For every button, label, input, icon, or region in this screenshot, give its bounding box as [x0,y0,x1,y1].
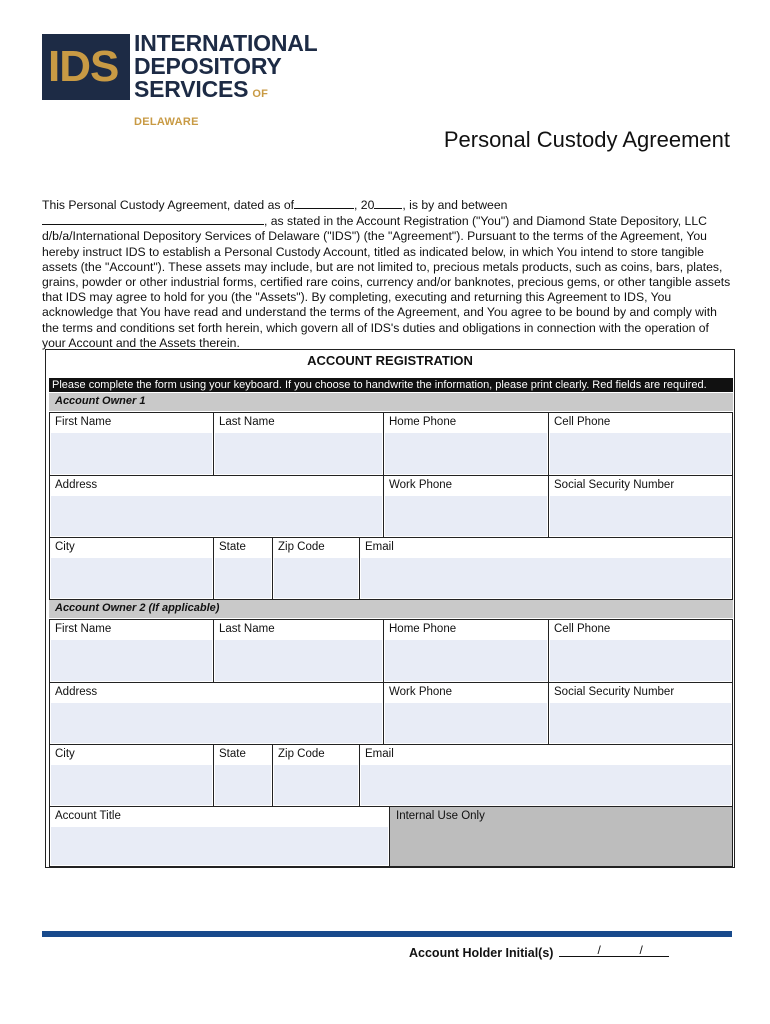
last-name-label: Last Name [219,623,275,635]
email-label: Email [365,541,394,553]
email-label: Email [365,748,394,760]
zip-label: Zip Code [278,541,325,553]
owner2-ssn[interactable] [549,683,732,744]
work-phone-label: Work Phone [389,686,453,698]
owner2-work-phone[interactable] [384,683,548,744]
owner1-work-phone[interactable] [384,476,548,537]
account-registration-form [45,349,735,868]
owner1-state[interactable] [214,538,272,599]
city-label: City [55,748,75,760]
footer-bar [42,931,732,937]
intro-text-2: , 20 [354,198,375,212]
owner1-cell-phone[interactable] [549,413,732,475]
logo-wordmark [134,32,332,134]
owner1-zip[interactable] [273,538,359,599]
state-label: State [219,541,246,553]
internal-use-label: Internal Use Only [396,810,485,822]
logo-line-3: SERVICES [134,76,249,102]
initials-label: Account Holder Initial(s) [409,946,554,960]
last-name-label: Last Name [219,416,275,428]
owner2-email[interactable] [360,745,732,806]
owner1-last-name[interactable] [214,413,383,475]
initials-separator-1: / [597,943,601,957]
address-label: Address [55,686,98,698]
zip-label: Zip Code [278,748,325,760]
first-name-label: First Name [55,416,112,428]
logo-mark-text: IDS [48,42,119,91]
logo-mark [42,34,130,100]
owner1-first-name[interactable] [50,413,213,475]
home-phone-label: Home Phone [389,416,457,428]
first-name-label: First Name [55,623,112,635]
cell-phone-label: Cell Phone [554,623,611,635]
intro-text-3: , is by and between [402,198,508,212]
page-title: Personal Custody Agreement [443,127,730,152]
owner-1-header: Account Owner 1 [49,393,733,411]
logo-line-2: DEPOSITORY [134,53,282,79]
address-label: Address [55,479,98,491]
state-label: State [219,748,246,760]
account-title-label: Account Title [55,810,121,822]
owner2-state[interactable] [214,745,272,806]
initials-line[interactable] [409,944,669,960]
work-phone-label: Work Phone [389,479,453,491]
city-label: City [55,541,75,553]
form-header: ACCOUNT REGISTRATION [307,353,473,368]
initials-field[interactable] [559,944,669,957]
logo-line-1: INTERNATIONAL [134,30,318,56]
initials-separator-2: / [639,943,643,957]
owner1-email[interactable] [360,538,732,599]
intro-text-4: , as stated in the Account Registration ("You") and Diamond State Depository, LLC d/b/a/International Depository Services of Delaware ("IDS") (the "Agreement"). Pursuant to the terms of the Agreement, You hereby instruct IDS to establish a Personal Custody Account, titled as indicated below, in which You intend to store tangible assets (the "Account"). These assets may include, but are not limited to, precious metals products, such as coins, bars, plates, grains, powder or other industrial forms, certified rare coins, currency and/or banknotes, precious gems, or other tangible assets that IDS may agree to hold for you (the "Assets"). By completing, executing and returning this Agreement to IDS, You acknowledge that You have read and understand the terms of the Agreement, and You agree to be bound by and comply with the terms and conditions set forth herein, which govern all of IDS's duties and obligations in connection with the operation of your Account and the Assets therein. [42,214,731,350]
year-field[interactable] [374,197,402,209]
form-instruction: Please complete the form using your keyboard. If you choose to handwrite the information, please print clearly. Red fields are required. [49,378,733,392]
account-title[interactable] [50,807,389,866]
owner-2-grid [49,619,733,867]
ids-logo [42,30,332,128]
home-phone-label: Home Phone [389,623,457,635]
owner-1-grid [49,412,733,600]
owner1-city[interactable] [50,538,213,599]
party-name-field[interactable] [42,213,264,225]
owner-2-header: Account Owner 2 (If applicable) [49,600,733,618]
ssn-label: Social Security Number [554,479,675,491]
ssn-label: Social Security Number [554,686,675,698]
internal-use-only [389,807,732,866]
owner1-address[interactable] [50,476,383,537]
owner2-first-name[interactable] [50,620,213,682]
date-field[interactable] [294,197,354,209]
intro-paragraph [42,197,732,351]
owner2-zip[interactable] [273,745,359,806]
owner2-city[interactable] [50,745,213,806]
owner2-home-phone[interactable] [384,620,548,682]
cell-phone-label: Cell Phone [554,416,611,428]
owner2-last-name[interactable] [214,620,383,682]
owner1-home-phone[interactable] [384,413,548,475]
owner2-cell-phone[interactable] [549,620,732,682]
owner1-ssn[interactable] [549,476,732,537]
intro-text-1: This Personal Custody Agreement, dated as of [42,198,295,212]
logo-suffix: OF DELAWARE [134,88,269,128]
owner2-address[interactable] [50,683,383,744]
